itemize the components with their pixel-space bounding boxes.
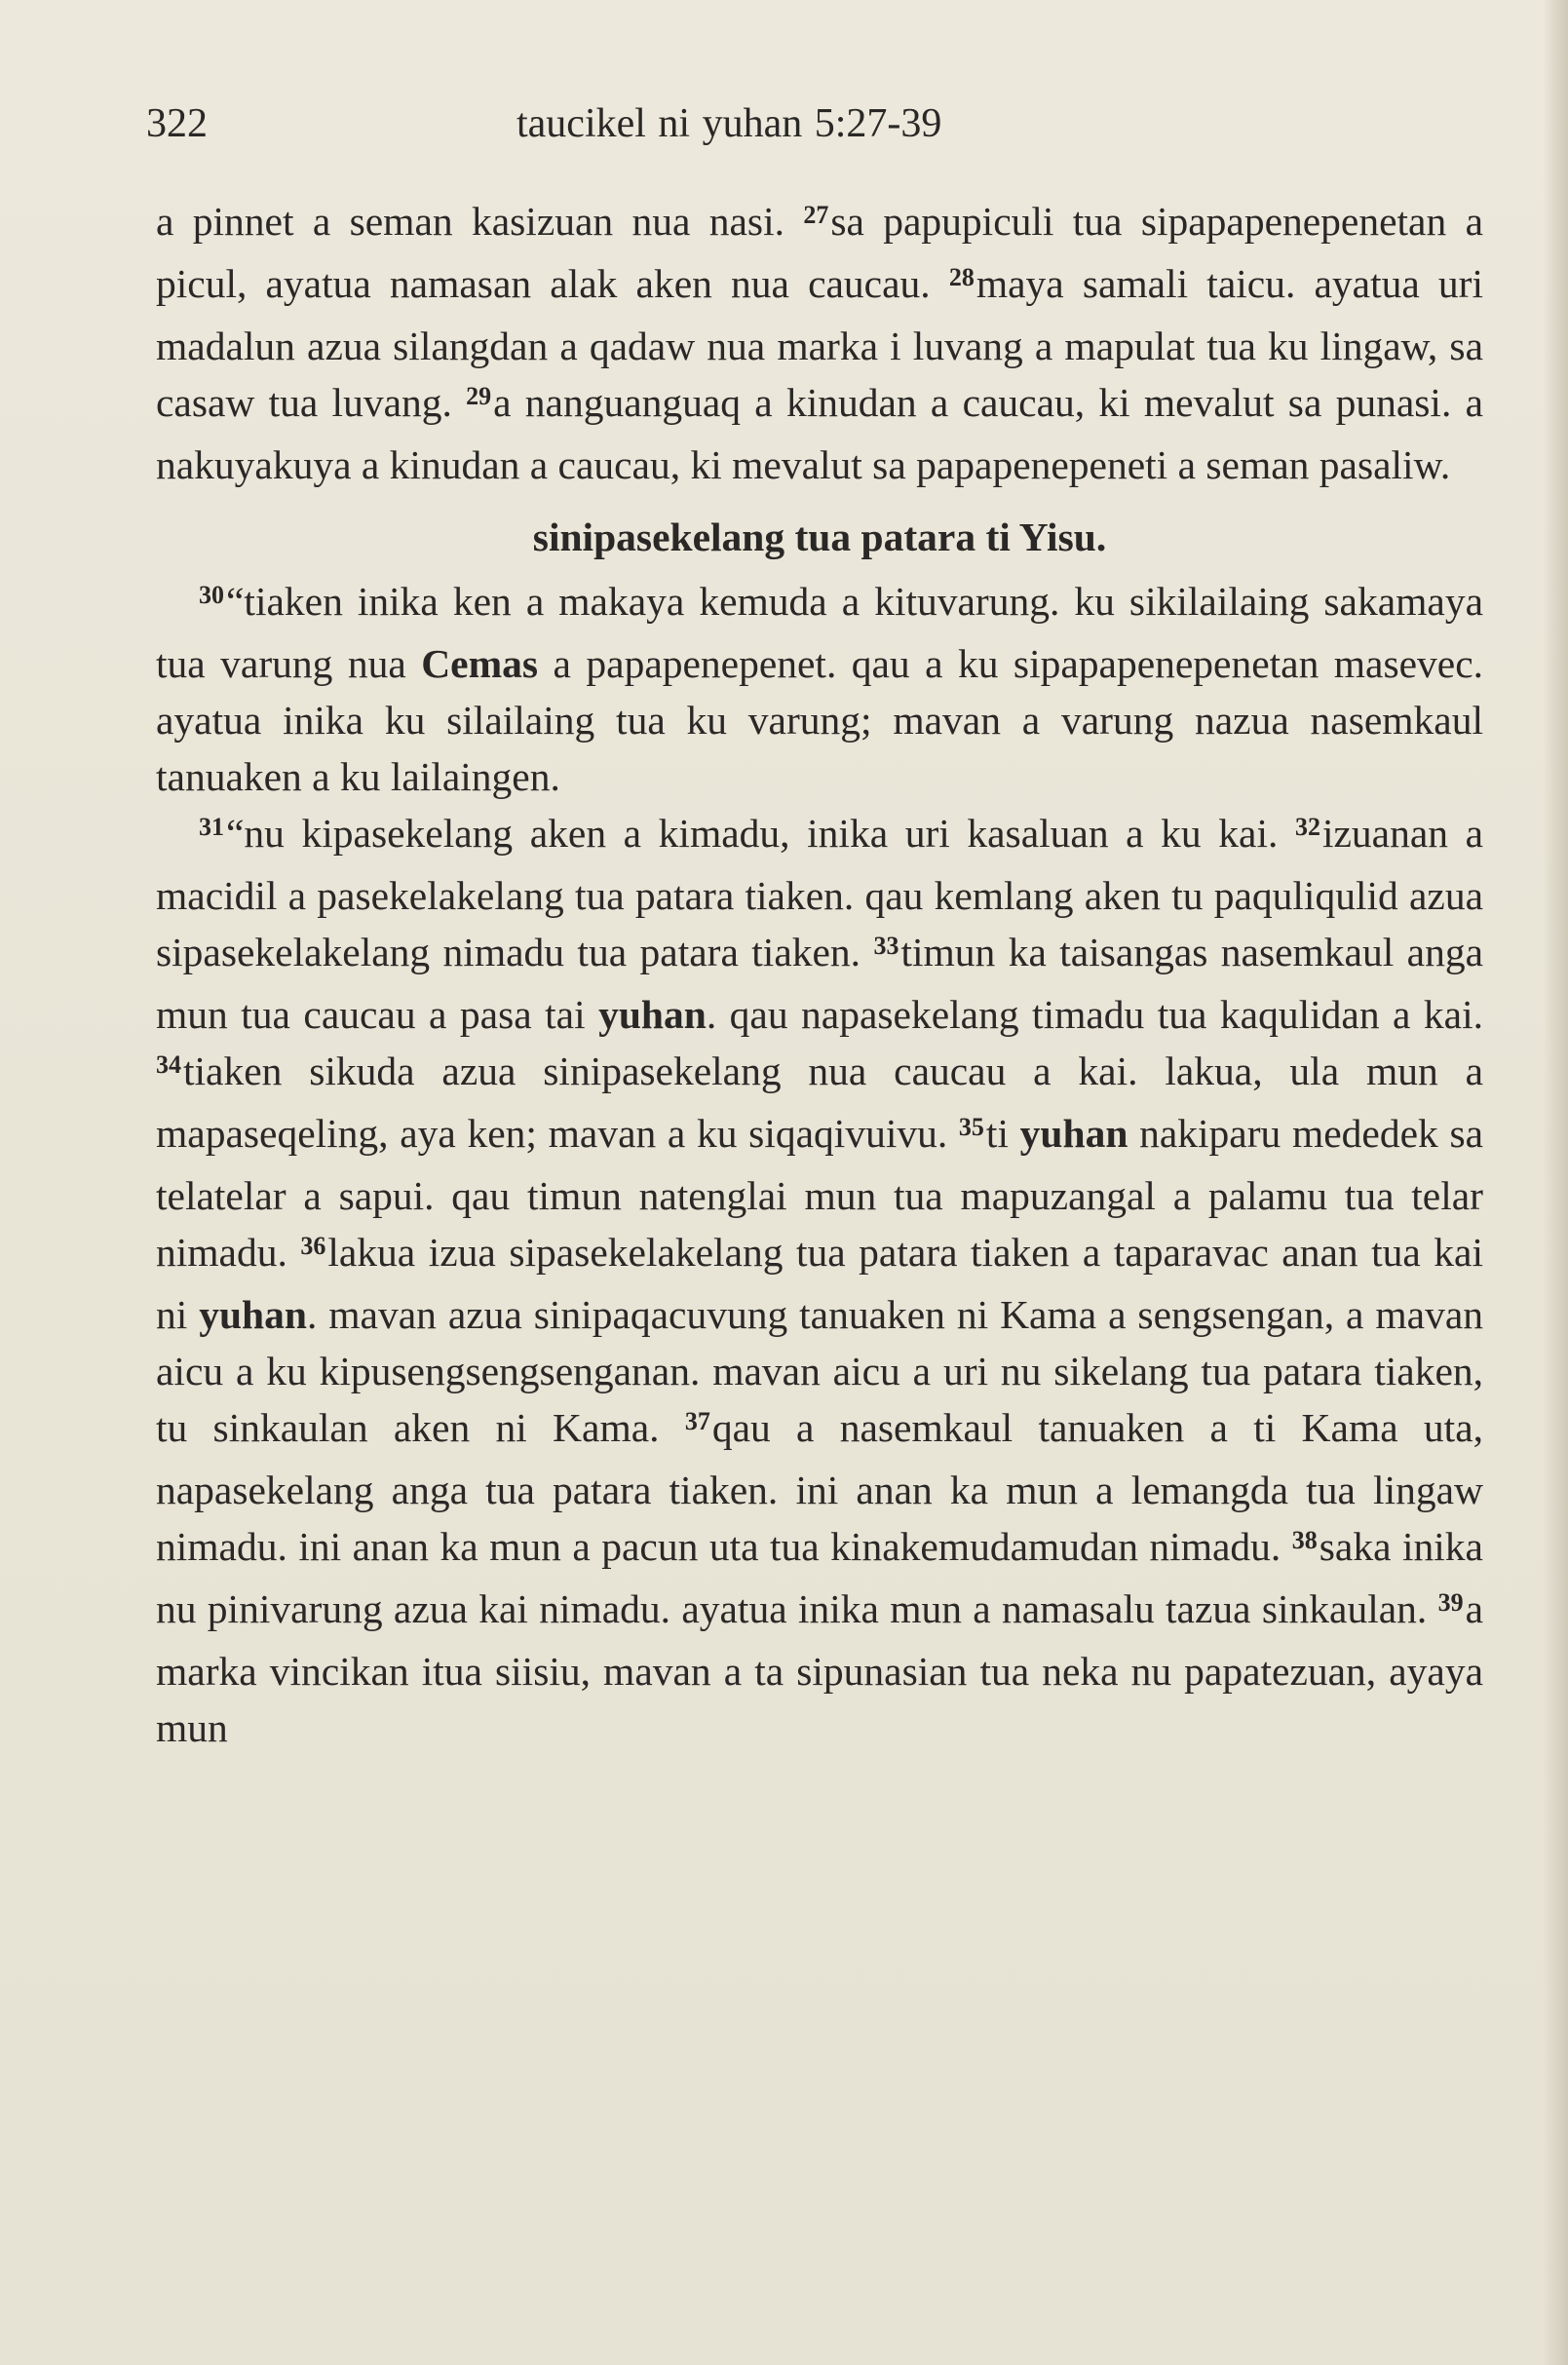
verse-number-29: 29 [466, 382, 492, 410]
name-yuhan: yuhan [1019, 1111, 1128, 1156]
verse-number-35: 35 [958, 1113, 984, 1141]
verse-number-27: 27 [803, 201, 829, 229]
verse-number-28: 28 [948, 263, 975, 291]
paragraph-2 [156, 573, 1483, 805]
text-span: qau a nasemkaul tanuaken a ti Kama uta, napasekelang anga tua patara tiaken. ini anan ka mun a lemangda tua lingaw nimadu. ini anan ka mun a pacun uta tua kinakemudamudan nimadu. [156, 1405, 1483, 1569]
verse-number-32: 32 [1294, 813, 1320, 841]
text-span: lakua izua sipasekelakelang tua patara tiaken a taparavac anan tua kai ni [156, 1230, 1484, 1337]
text-span: izuanan a macidil a pasekelakelang tua patara tiaken. qau kemlang aken tu paquliqulid azua sipasekelakelang nimadu tua patara tiaken. [156, 811, 1484, 974]
text-span: timun ka taisangas nasemkaul anga mun tua caucau a pasa tai [156, 930, 1483, 1037]
text-span: a nanguanguaq a kinudan a caucau, ki mevalut sa punasi. a nakuyakuya a kinudan a caucau, ki mevalut sa papapenepeneti a seman pasaliw. [156, 380, 1484, 487]
text-span: maya samali taicu. ayatua uri madalun azua silangdan a qadaw nua marka i luvang a mapulat tua ku lingaw, sa casaw tua luvang. [156, 261, 1484, 425]
verse-number-36: 36 [300, 1232, 326, 1260]
verse-number-34: 34 [156, 1050, 181, 1079]
verse-number-38: 38 [1291, 1526, 1318, 1554]
verse-number-33: 33 [873, 932, 899, 960]
text-span: ti [985, 1111, 1009, 1156]
text-span: saka inika nu pinivarung azua kai nimadu. ayatua inika mun a namasalu tazua sinkaulan. [156, 1524, 1483, 1631]
body-text [156, 193, 1483, 1756]
name-yuhan: yuhan [598, 992, 707, 1037]
page-edge-shadow [1543, 0, 1568, 2365]
text-span: a marka vincikan itua siisiu, mavan a ta sipunasian tua neka nu papatezuan, ayaya mun [156, 1586, 1483, 1750]
text-span: a papapenepenet. qau a ku sipapapenepenetan masevec. ayatua inika ku silailaing tua ku varung; mavan a varung nazua nasemkaul tanuaken a ku lailaingen. [156, 641, 1484, 799]
paragraph-1 [156, 193, 1483, 493]
verse-number-39: 39 [1437, 1588, 1464, 1617]
text-span: a pinnet a seman kasizuan nua nasi. [156, 199, 784, 244]
running-head: taucikel ni yuhan 5:27-39 [516, 101, 942, 146]
name-yuhan: yuhan [199, 1292, 307, 1337]
section-heading: sinipasekelang tua patara ti Yisu. [532, 515, 1107, 559]
verse-number-30: 30 [199, 581, 224, 609]
verse-number-31: 31 [199, 813, 224, 841]
page-number: 322 [146, 101, 208, 146]
text-span: tiaken sikuda azua sinipasekelang nua caucau a kai. lakua, ula mun a mapaseqeling, aya ken; mavan a ku siqaqivuivu. [156, 1049, 1483, 1156]
text-span: “tiaken inika ken a makaya kemuda a kituvarung. ku sikilailaing sakamaya tua varung nua [156, 579, 1483, 686]
paragraph-3 [156, 805, 1483, 1756]
page-header [146, 90, 1462, 158]
text-span: nakiparu mededek sa telatelar a sapui. qau timun natenglai mun tua mapuzangal a palamu tua telar nimadu. [156, 1111, 1484, 1275]
verse-number-37: 37 [684, 1407, 710, 1435]
text-span: sa papupiculi tua sipapapenepenetan a picul, ayatua namasan alak aken nua caucau. [156, 199, 1483, 306]
text-span: “nu kipasekelang aken a kimadu, inika uri kasaluan a ku kai. [226, 811, 1279, 856]
name-cemas: Cemas [421, 641, 539, 686]
text-span: . qau napasekelang timadu tua kaqulidan a kai. [706, 992, 1483, 1037]
text-span: . mavan azua sinipaqacuvung tanuaken ni Kama a sengsengan, a mavan aicu a ku kipusengsengsenganan. mavan aicu a uri nu sikelang tua patara tiaken, tu sinkaulan aken ni Kama. [156, 1292, 1484, 1450]
